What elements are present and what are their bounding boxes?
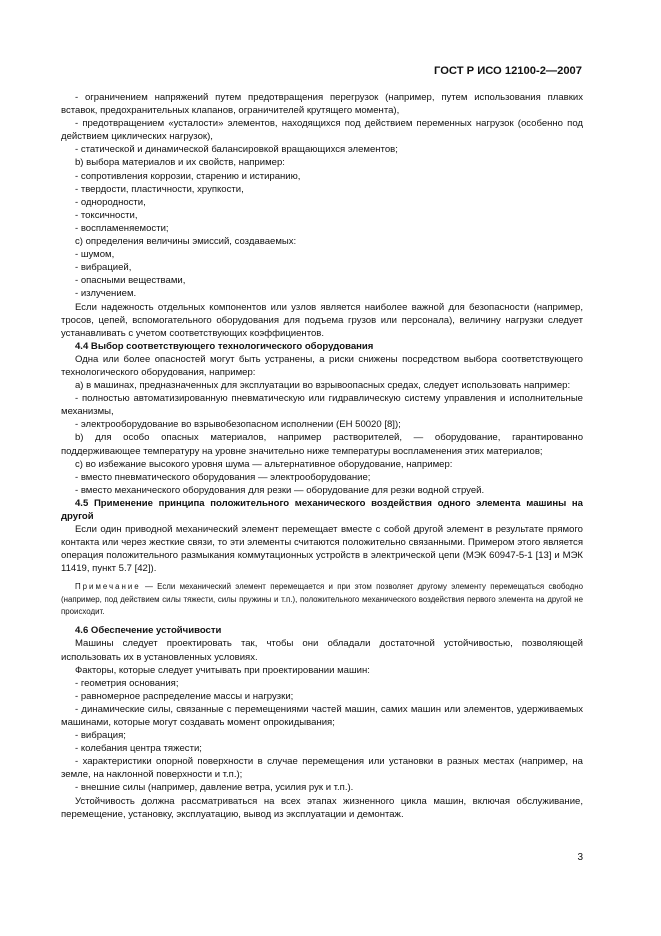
paragraph: - излучением. xyxy=(75,288,137,300)
paragraph: - геометрия основания; xyxy=(75,677,179,689)
paragraph: c) во избежание высокого уровня шума — альтернативное оборудование, например: xyxy=(75,458,453,470)
paragraph: - вместо механического оборудования для резки — оборудование для резки водной струей. xyxy=(75,484,485,496)
paragraph: - равномерное распределение массы и нагрузки; xyxy=(75,690,294,702)
paragraph: - ограничением напряжений путем предотвращения перегрузок (например, путем использования плавких вставок, предохранительных клапанов, ограничителей крутящего момента), xyxy=(61,92,583,117)
body-part-2 xyxy=(61,624,583,820)
paragraph: Машины следует проектировать так, чтобы они обладали достаточной устойчивостью, позволяющей использовать их в установленных условиях. xyxy=(61,638,583,663)
paragraph: - статической и динамической балансировкой вращающихся элементов; xyxy=(75,144,398,156)
paragraph: - предотвращением «усталости» элементов, находящихся под действием переменных нагрузок (особенно под действием циклических нагрузок), xyxy=(61,118,583,143)
paragraph: - внешние силы (например, давление ветра, усилия рук и т.п.). xyxy=(75,782,354,794)
document-header: ГОСТ Р ИСО 12100-2—2007 xyxy=(434,65,582,77)
paragraph: b) для особо опасных материалов, например растворителей, — оборудование, гарантированно поддерживающее температуру на уровне значительно ниже температуры воспламенения этих материалов; xyxy=(61,432,583,457)
page-number: 3 xyxy=(577,852,583,863)
paragraph: - опасными веществами, xyxy=(75,275,186,287)
paragraph: - колебания центра тяжести; xyxy=(75,743,202,755)
paragraph: b) выбора материалов и их свойств, например: xyxy=(75,157,285,169)
note-label: Примечание xyxy=(75,582,141,592)
paragraph: - вместо пневматического оборудования — электрооборудование; xyxy=(75,471,371,483)
paragraph: - электрооборудование во взрывобезопасном исполнении (ЕН 50020 [8]); xyxy=(75,419,401,431)
note-text: — Если механический элемент перемещается и при этом позволяет другому элементу перемещаться свободно (например, под действием силы тяжести, силы пружины и т.п.), положительного механического воздействия первого элемента на другой не происходит. xyxy=(61,582,583,617)
paragraph: - шумом, xyxy=(75,249,115,261)
note xyxy=(61,581,583,618)
paragraph: - полностью автоматизированную пневматическую или гидравлическую систему управления и исполнительные механизмы, xyxy=(61,393,583,418)
paragraph: - вибрация; xyxy=(75,730,126,742)
paragraph: - сопротивления коррозии, старению и истиранию, xyxy=(75,170,301,182)
paragraph: Если надежность отдельных компонентов или узлов является наиболее важной для безопасности (например, тросов, цепей, вспомогательного оборудования для подъема грузов или персонала), величину нагрузки следует устанавливать с учетом соответствующих коэффициентов. xyxy=(61,301,583,339)
paragraph: - вибрацией, xyxy=(75,262,132,274)
section-heading: 4.5 Применение принципа положительного механического воздействия одного элемента машины на другой xyxy=(61,497,583,522)
section-heading: 4.4 Выбор соответствующего технологического оборудования xyxy=(75,340,374,352)
paragraph: Одна или более опасностей могут быть устранены, а риски снижены посредством выбора соответствующего технологического оборудования, например: xyxy=(61,353,583,378)
paragraph: - токсичности, xyxy=(75,209,138,221)
paragraph: - характеристики опорной поверхности в случае перемещения или установки в разных местах (например, на земле, на наклонной поверхности и т.п.); xyxy=(61,756,583,781)
paragraph: - твердости, пластичности, хрупкости, xyxy=(75,183,244,195)
paragraph: - динамические силы, связанные с перемещениями частей машин, самих машин или элементов, удерживаемых машинами, которые могут создавать момент опрокидывания; xyxy=(61,703,583,729)
body-part-1 xyxy=(61,91,583,575)
paragraph: Если один приводной механический элемент перемещает вместе с собой другой элемент в результате прямого контакта или через жесткие связи, то эти элементы считаются положительно связанными. Примером этого является операция положительного размыкания коммутационных устройств в электрической цепи (МЭК 60947-5-1 [13] и МЭК 11419, пункт 5.7 [42]). xyxy=(61,524,583,575)
paragraph: Устойчивость должна рассматриваться на всех этапах жизненного цикла машин, включая обслуживание, перемещение, установку, эксплуатацию, вывод из эксплуатации и демонтаж. xyxy=(61,795,583,820)
section-heading: 4.6 Обеспечение устойчивости xyxy=(75,625,222,637)
document-body xyxy=(61,91,583,821)
paragraph: - однородности, xyxy=(75,196,146,208)
paragraph: - воспламеняемости; xyxy=(75,222,169,234)
paragraph: Факторы, которые следует учитывать при проектировании машин: xyxy=(75,664,370,676)
paragraph: а) в машинах, предназначенных для эксплуатации во взрывоопасных средах, следует использовать например: xyxy=(75,380,571,392)
paragraph: c) определения величины эмиссий, создаваемых: xyxy=(75,236,297,248)
